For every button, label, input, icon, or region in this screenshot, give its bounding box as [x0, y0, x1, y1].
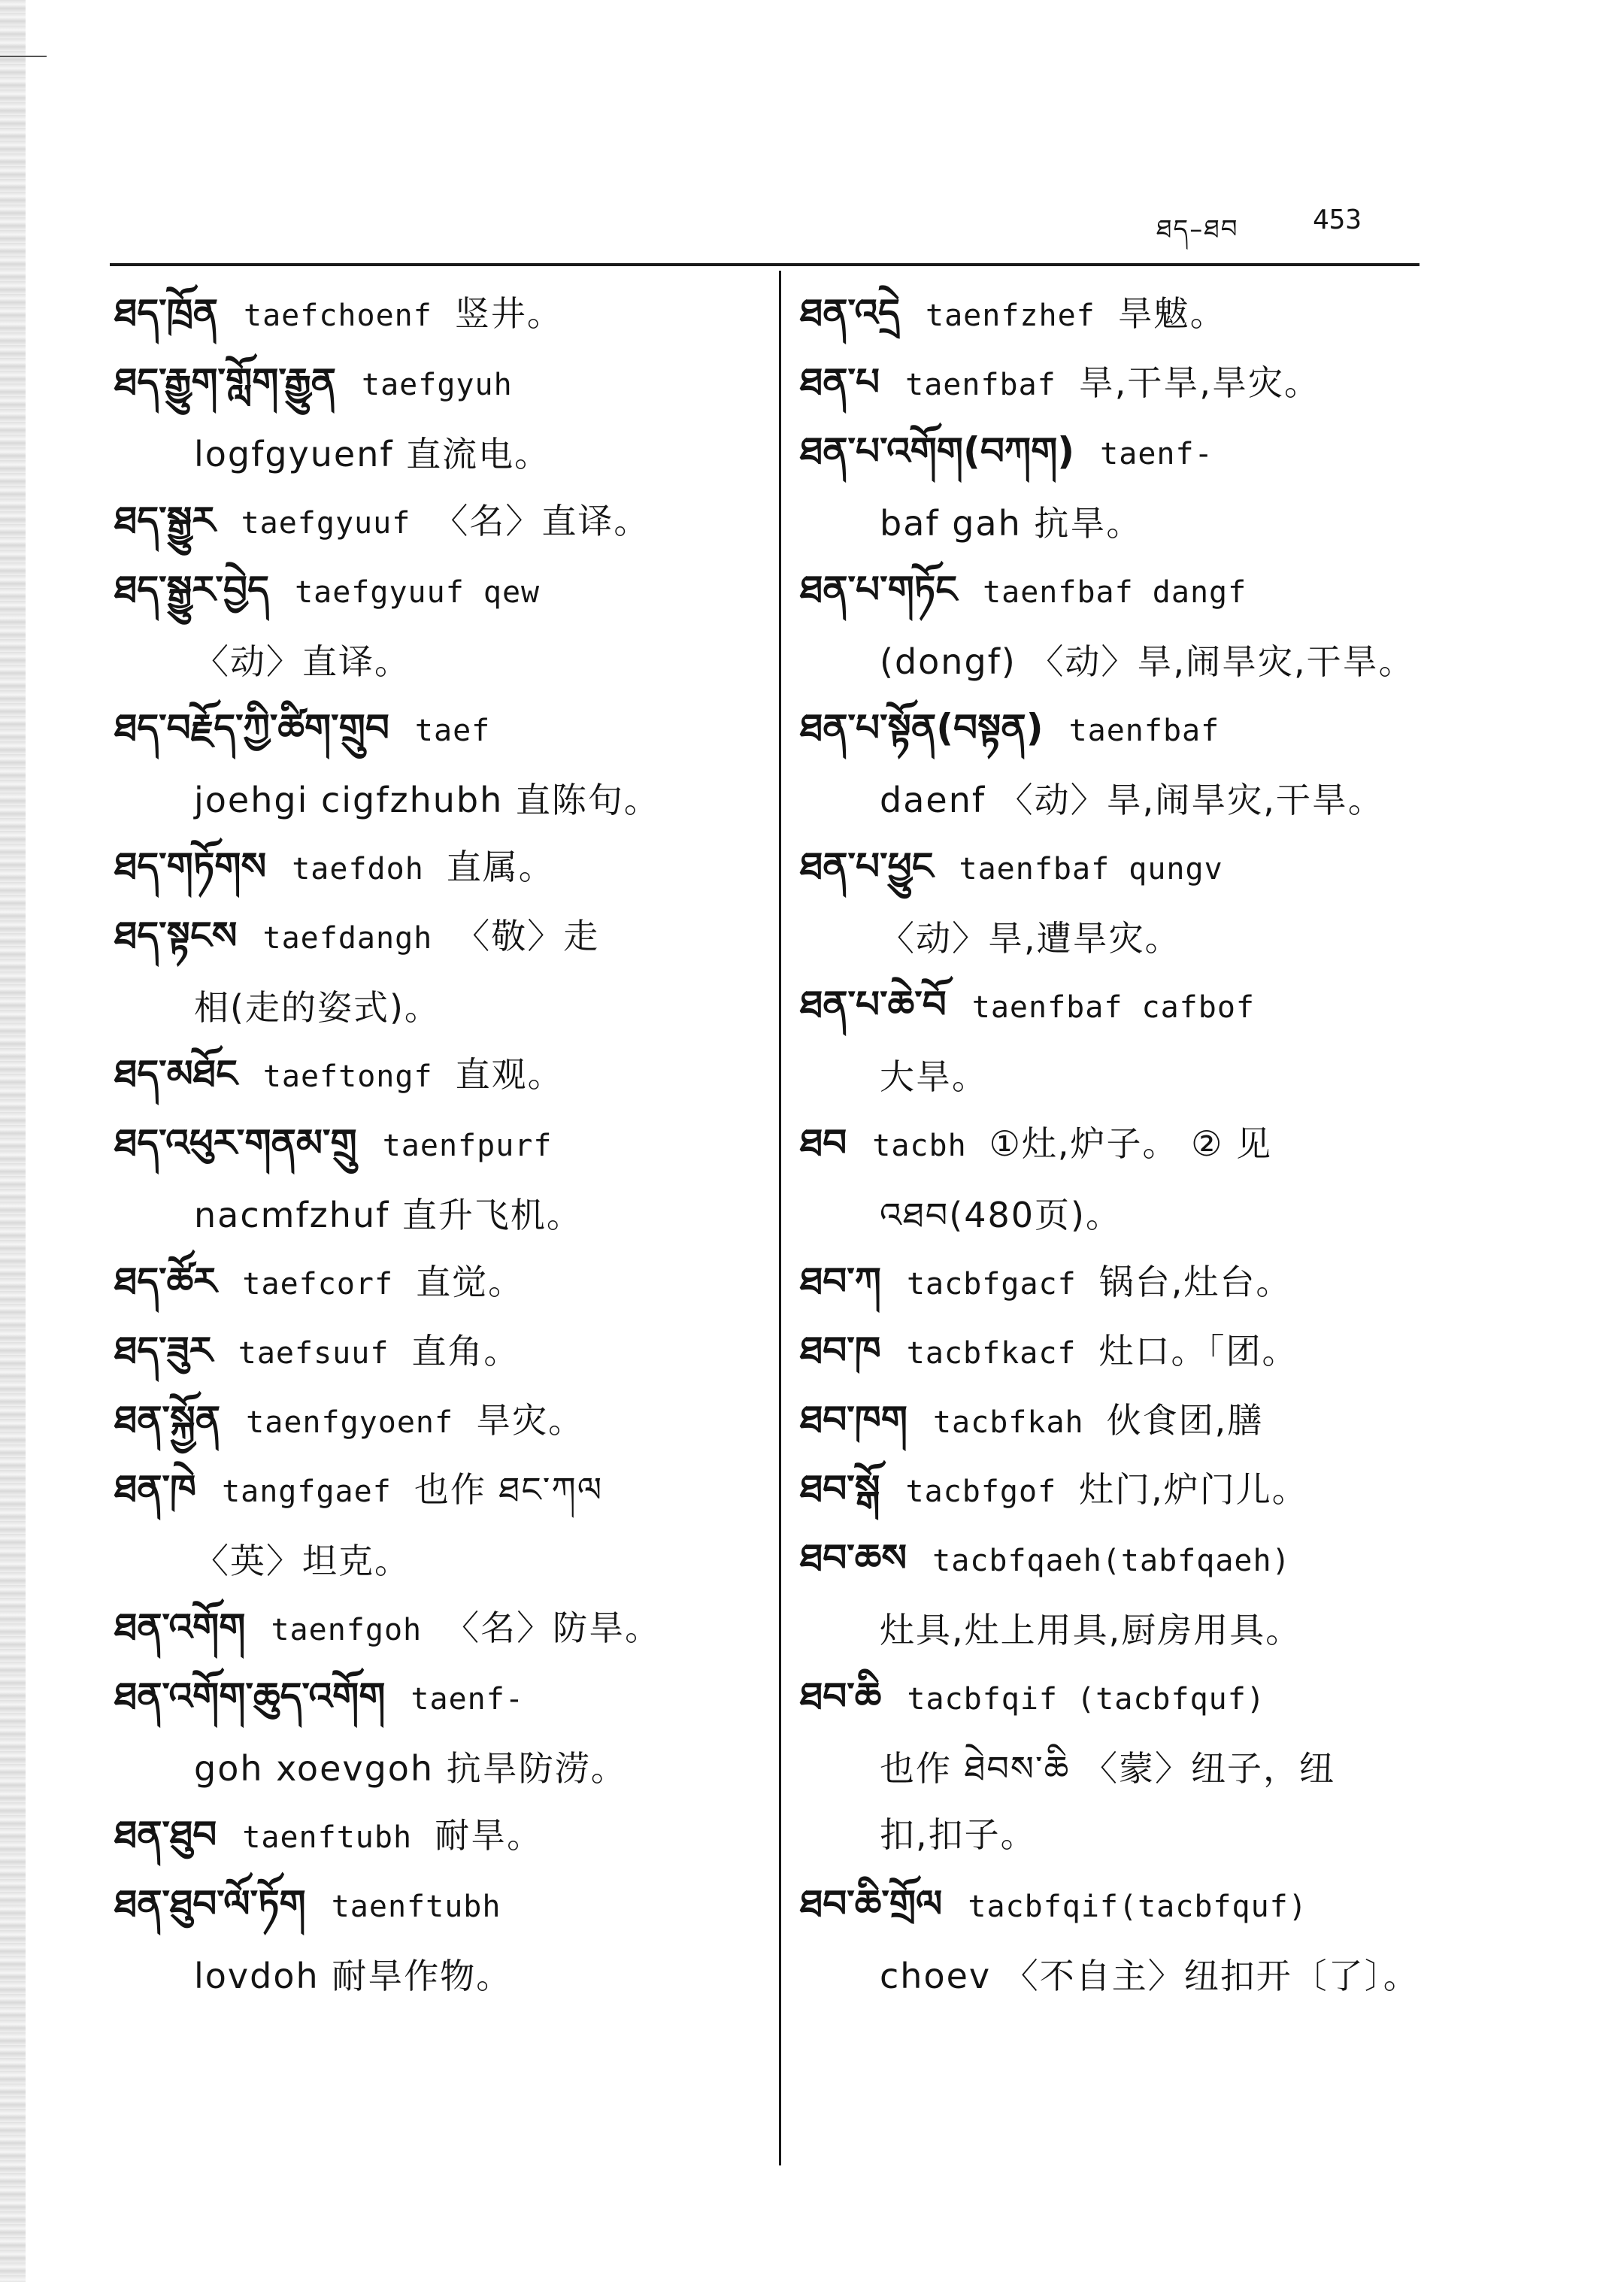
scan-mark	[0, 56, 47, 57]
entry-meaning: 直观。	[455, 1054, 564, 1095]
scan-edge	[0, 0, 26, 2282]
entry-tibetan: ཐན་འགོག་ཆུད་འགོག	[114, 1674, 386, 1718]
entry-tibetan: ཐད་སྒྱུར་བྱེད	[114, 568, 270, 611]
entry-tibetan: ཐད་སྒྱུར	[114, 499, 216, 542]
entry-meaning: 〈敬〉走	[455, 916, 600, 956]
dictionary-entry	[800, 1869, 1447, 2011]
entry-romanization: taefgyuh	[362, 368, 513, 402]
entry-tibetan: ཐད་སྟངས	[114, 914, 238, 957]
dictionary-entry	[800, 278, 1447, 350]
dictionary-entry	[114, 1039, 761, 1111]
entry-romanization: tacbfgacf	[906, 1267, 1077, 1302]
entry-continuation: 相(走的姿式)。	[194, 987, 441, 1028]
entry-continuation: baf gah 抗旱。	[880, 503, 1143, 544]
entry-continuation: 灶具,灶上用具,厨房用具。	[880, 1610, 1302, 1650]
entry-meaning: 直觉。	[416, 1262, 525, 1302]
dictionary-entry	[114, 1316, 761, 1388]
entry-continuation: joehgi cigfzhubh 直陈句。	[194, 780, 660, 820]
entry-romanization: tacbfgof	[905, 1474, 1057, 1509]
entry-continuation: 〈动〉直译。	[194, 641, 411, 682]
entry-romanization: taef	[414, 714, 491, 748]
dictionary-entry	[114, 1108, 761, 1250]
entry-tibetan: ཐན་པ་གཏོང	[800, 568, 958, 611]
dictionary-entry	[114, 693, 761, 835]
entry-continuation: choev 〈不自主〉纽扣开〔了〕。	[880, 1956, 1419, 1996]
entry-meaning: 旱魃。	[1117, 293, 1226, 334]
entry-tibetan: ཐན་པ་ཕྱུང	[800, 844, 934, 888]
entry-tibetan: ཐན་ཐུབ་ལོ་ཏོག	[114, 1882, 306, 1926]
entry-continuation: 也作 ཐེབས་ཆི 〈蒙〉纽子，纽	[880, 1748, 1335, 1789]
entry-tibetan: ཐབ་ཁ	[800, 1329, 881, 1372]
entry-tibetan: ཐད་ཚོར	[114, 1259, 217, 1303]
entry-tibetan: ཐབ་ཆས	[800, 1536, 907, 1580]
entry-tibetan: ཐན་སྐྱོན	[114, 1398, 221, 1441]
entry-tibetan: ཐབ་ཆི་གྲོལ	[800, 1882, 943, 1926]
entry-meaning: 灶口。「团。	[1098, 1331, 1298, 1371]
entry-romanization: tangfgaef	[222, 1474, 392, 1509]
dictionary-entry	[800, 970, 1447, 1111]
entry-continuation: 〈动〉旱,遭旱灾。	[880, 918, 1181, 959]
entry-continuation: goh xoevgoh 抗旱防涝。	[194, 1748, 627, 1789]
dictionary-entry	[800, 832, 1447, 973]
dictionary-entry	[800, 1316, 1447, 1388]
header-rule	[110, 263, 1419, 266]
entry-continuation: (dongf) 〈动〉旱,闹旱灾,干旱。	[880, 641, 1415, 682]
entry-romanization: taenfbaf qungv	[959, 852, 1223, 886]
entry-romanization: tacbfqif (tacbfquf)	[907, 1682, 1265, 1717]
entry-romanization: taenfgyoenf	[246, 1405, 454, 1440]
entry-romanization: tacbh	[872, 1129, 967, 1163]
entry-meaning: 锅台,灶台。	[1098, 1262, 1292, 1302]
dictionary-entry	[800, 1385, 1447, 1457]
entry-romanization: taenf-	[1100, 437, 1213, 471]
dictionary-entry	[800, 1454, 1447, 1526]
entry-tibetan: ཐད་འཕུར་གནམ་གྲུ	[114, 1121, 357, 1165]
entry-romanization: taenf-	[411, 1682, 524, 1717]
column-divider	[779, 271, 781, 2165]
entry-romanization: taenftubh	[331, 1890, 501, 1924]
dictionary-entry	[800, 347, 1447, 420]
dictionary-entry	[800, 1247, 1447, 1319]
entry-meaning: ①灶,炉子。 ② 见	[989, 1123, 1273, 1164]
entry-continuation: འཐབ(480页)。	[880, 1195, 1122, 1235]
entry-romanization: taefdoh	[292, 852, 424, 886]
entry-tibetan: ཐན་འགོག	[114, 1605, 246, 1649]
entry-meaning: 也作 ཐང་ཀལ	[414, 1469, 604, 1510]
entry-meaning: 竖井。	[454, 293, 563, 334]
dictionary-entry	[114, 1385, 761, 1457]
entry-meaning: 灶门,炉门儿。	[1079, 1469, 1308, 1510]
entry-romanization: taeftongf	[262, 1059, 433, 1094]
entry-romanization: taefsuuf	[238, 1336, 389, 1371]
entry-romanization: taenfgoh	[271, 1613, 423, 1647]
entry-tibetan: ཐད་ཟུར	[114, 1329, 213, 1372]
entry-tibetan: ཐད་བརྗོད་ཀྱི་ཚིག་གྲུབ	[114, 706, 389, 750]
dictionary-entry	[114, 1247, 761, 1319]
dictionary-entry	[800, 1800, 1447, 1869]
entry-tibetan: ཐན་པ་ཆེ་བོ	[800, 983, 947, 1026]
dictionary-entry	[114, 1869, 761, 2011]
dictionary-entry	[114, 1593, 761, 1665]
entry-tibetan: ཐབ་ཁག	[800, 1398, 907, 1441]
running-header-tibetan: ཐད–ཐབ	[1156, 214, 1239, 244]
entry-meaning: 旱灾。	[476, 1400, 585, 1441]
entry-romanization: taenfbaf dangf	[983, 575, 1247, 610]
dictionary-entry	[114, 486, 761, 558]
dictionary-entry	[114, 278, 761, 350]
dictionary-entry	[800, 1662, 1447, 1803]
entry-romanization: taefgyuuf qew	[295, 575, 541, 610]
entry-romanization: tacbfqif(tacbfquf)	[968, 1890, 1307, 1924]
entry-romanization: taefcorf	[242, 1267, 394, 1302]
dictionary-entry	[800, 1523, 1447, 1665]
entry-meaning: 〈名〉防旱。	[444, 1608, 662, 1648]
entry-romanization: taenfbaf	[905, 368, 1056, 402]
entry-continuation: daenf 〈动〉旱,闹旱灾,干旱。	[880, 780, 1384, 820]
dictionary-entry	[114, 832, 761, 904]
dictionary-entry	[800, 693, 1447, 835]
dictionary-entry	[114, 555, 761, 696]
entry-tibetan: ཐན་པ་སྟོན(བསྟན)	[800, 706, 1044, 750]
entry-continuation: nacmfzhuf 直升飞机。	[194, 1195, 583, 1235]
entry-meaning: 伙食团,膳	[1106, 1400, 1264, 1441]
entry-tibetan: ཐད་གཏོགས	[114, 844, 267, 888]
entry-tibetan: ཐད་ཁྲོན	[114, 291, 218, 335]
entry-continuation: lovdoh 耐旱作物。	[194, 1956, 513, 1996]
entry-tibetan: ཐབ་སྒོ	[800, 1467, 880, 1511]
entry-meaning: 直角。	[411, 1331, 520, 1371]
entry-tibetan: ཐབ་ཀ	[800, 1259, 881, 1303]
entry-romanization: tacbfqaeh(tabfqaeh)	[932, 1544, 1291, 1578]
entry-tibetan: ཐབ་ཆི	[800, 1674, 882, 1718]
entry-meaning: 直属。	[446, 847, 555, 887]
entry-continuation: 大旱。	[880, 1056, 988, 1097]
entry-tibetan: ཐན་པ	[800, 360, 880, 404]
entry-romanization: taefdangh	[262, 921, 433, 956]
dictionary-entry	[800, 417, 1447, 558]
dictionary-entry	[800, 1108, 1447, 1250]
entry-romanization: taenfzhef	[926, 299, 1095, 333]
entry-tibetan: ཐབ	[800, 1121, 847, 1165]
entry-tibetan: ཐན་པ་འགོག(བཀག)	[800, 429, 1075, 473]
dictionary-entry	[114, 1662, 761, 1803]
entry-meaning: 旱,干旱,旱灾。	[1078, 362, 1321, 403]
entry-meaning: 耐旱。	[435, 1815, 544, 1856]
entry-romanization: taenfbaf cafbof	[971, 990, 1255, 1025]
entry-romanization: taenftubh	[242, 1820, 413, 1855]
dictionary-entry	[114, 901, 761, 1042]
entry-continuation: 扣,扣子。	[880, 1814, 1037, 1855]
entry-tibetan: ཐན་ཐུབ	[114, 1813, 217, 1856]
entry-tibetan: ཐད་མཐོང	[114, 1052, 238, 1096]
entry-tibetan: ཐན་ཁེ	[114, 1467, 197, 1511]
entry-tibetan: ཐན་འདྲེ	[800, 291, 900, 335]
page-number: 453	[1313, 205, 1362, 235]
entry-meaning: 〈名〉直译。	[433, 501, 650, 541]
entry-romanization: taenfbaf	[1068, 714, 1220, 748]
dictionary-entry	[114, 1800, 761, 1872]
entry-tibetan: ཐད་རྒྱུག་གློག་རྒྱུན	[114, 360, 336, 404]
dictionary-entry	[800, 555, 1447, 696]
entry-romanization: taefchoenf	[244, 299, 432, 333]
entry-continuation: logfgyuenf 直流电。	[194, 434, 551, 474]
entry-romanization: taenfpurf	[382, 1129, 553, 1163]
entry-romanization: tacbfkah	[932, 1405, 1084, 1440]
entry-romanization: taefgyuuf	[241, 506, 411, 541]
entry-romanization: tacbfkacf	[906, 1336, 1077, 1371]
entry-continuation: 〈英〉坦克。	[194, 1541, 411, 1581]
dictionary-entry	[114, 1454, 761, 1596]
dictionary-entry	[114, 347, 761, 489]
